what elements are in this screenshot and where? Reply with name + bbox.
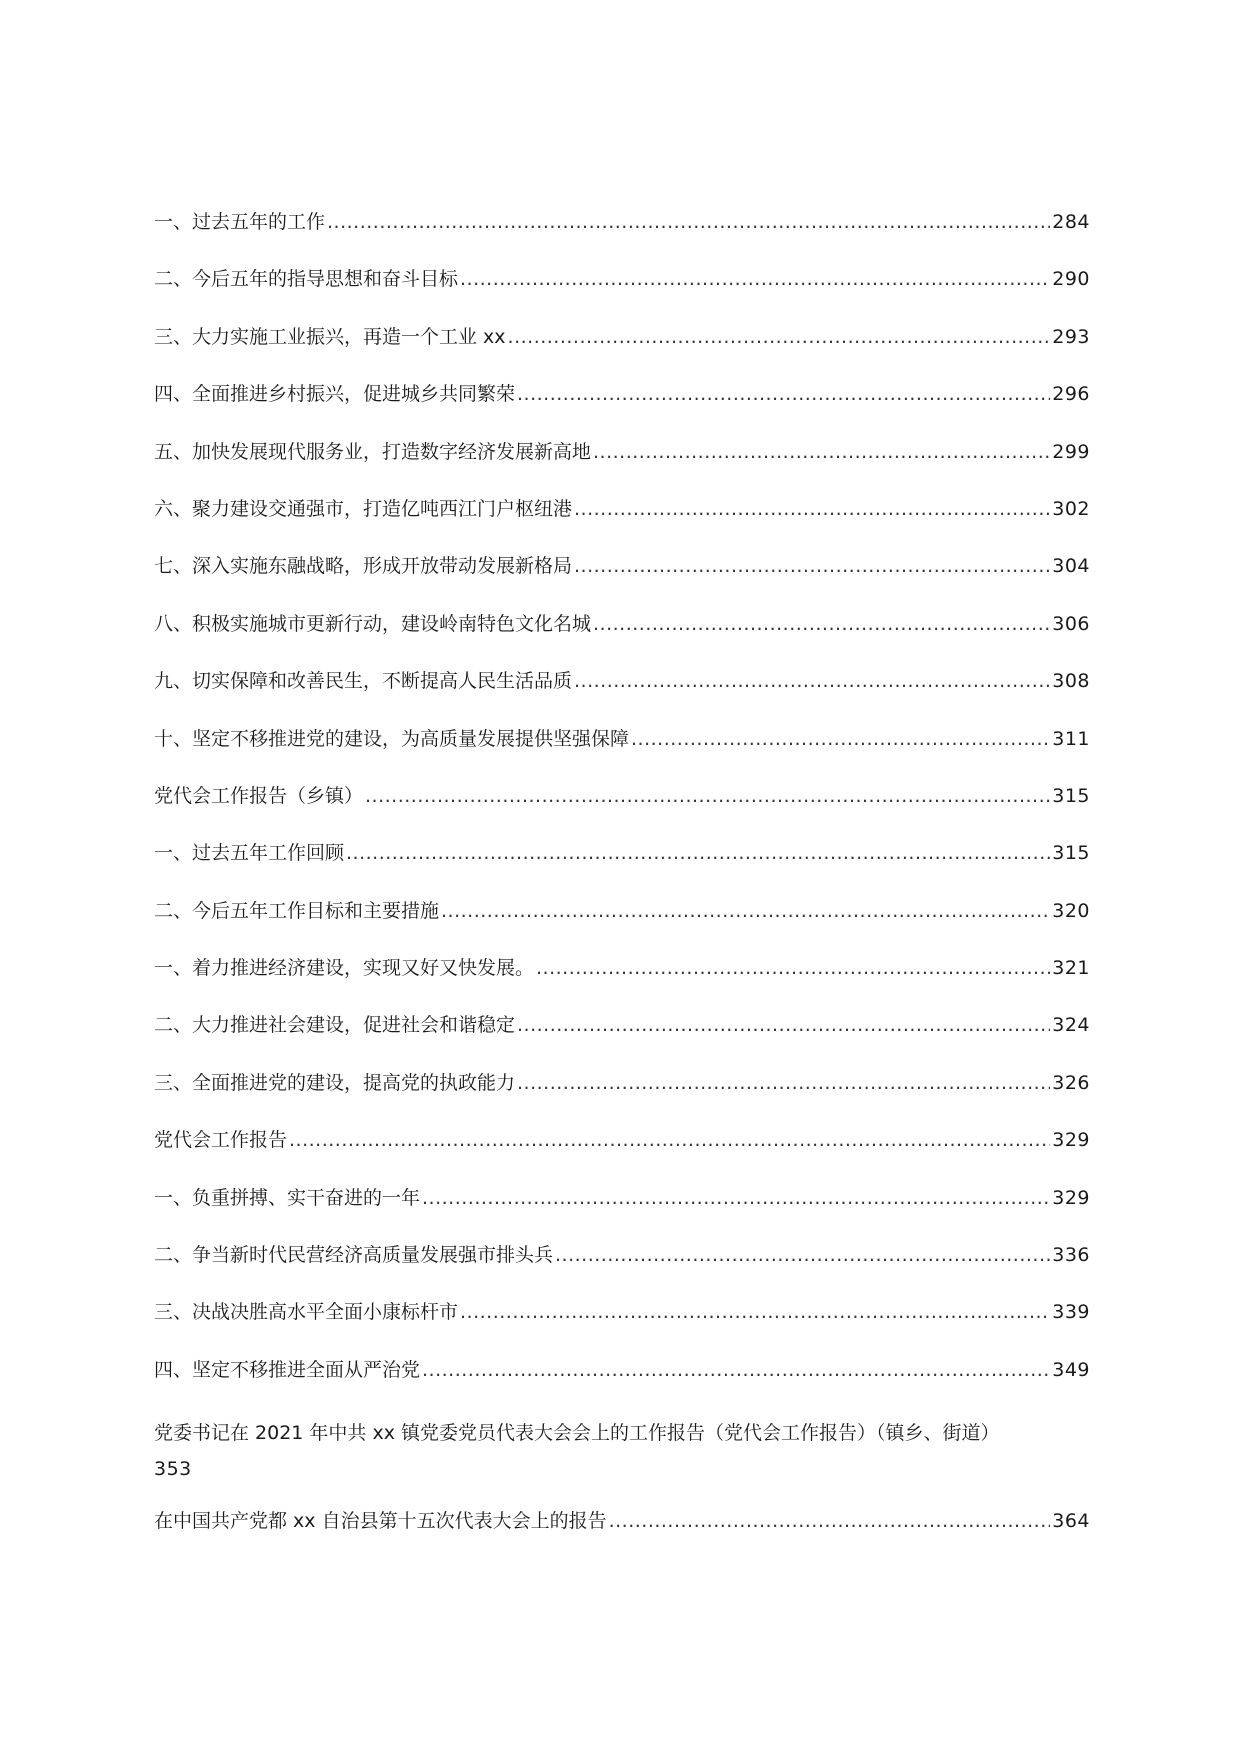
toc-entry-title: 一、着力推进经济建设，实现又好又快发展。 (154, 957, 535, 980)
toc-page-number: 302 (1052, 497, 1090, 520)
toc-dot-leader (593, 440, 1050, 464)
toc-dot-leader (574, 669, 1050, 693)
toc-entry[interactable] (154, 267, 1090, 324)
toc-page-number: 324 (1052, 1014, 1090, 1037)
toc-entry-title: 二、争当新时代民营经济高质量发展强市排头兵 (154, 1244, 554, 1267)
toc-entry[interactable] (154, 612, 1090, 669)
toc-page-number: 308 (1052, 670, 1090, 693)
toc-page-number: 284 (1052, 211, 1090, 233)
toc-entry[interactable] (154, 841, 1090, 898)
toc-entry[interactable] (154, 899, 1090, 956)
toc-dot-leader (609, 1509, 1051, 1533)
toc-page-number: 339 (1052, 1301, 1090, 1324)
toc-dot-leader (555, 1243, 1050, 1267)
toc-entry[interactable] (154, 1071, 1090, 1128)
toc-entry-title: 九、切实保障和改善民生，不断提高人民生活品质 (154, 670, 573, 693)
toc-page-number: 321 (1052, 957, 1090, 980)
toc-entry-title: 党委书记在 2021 年中共 xx 镇党委党员代表大会会上的工作报告（党代会工作报告）（镇乡、街道） (154, 1422, 1000, 1445)
toc-entry[interactable] (154, 554, 1090, 611)
toc-entry-title: 党代会工作报告 (154, 1129, 288, 1152)
toc-dot-leader (517, 1013, 1050, 1037)
toc-entry-title: 二、大力推进社会建设，促进社会和谐稳定 (154, 1014, 516, 1037)
toc-entry-title: 六、聚力建设交通强市，打造亿吨西江门户枢纽港 (154, 497, 573, 520)
toc-page-number: 315 (1052, 784, 1090, 807)
toc-entry-title: 一、过去五年工作回顾 (154, 842, 345, 865)
toc-entry[interactable] (154, 1186, 1090, 1243)
toc-entry-title: 二、今后五年工作目标和主要措施 (154, 899, 440, 922)
toc-entry[interactable] (154, 1013, 1090, 1070)
toc-dot-leader (517, 1071, 1050, 1095)
toc-dot-leader (593, 612, 1050, 636)
toc-entry[interactable] (154, 784, 1090, 841)
toc-dot-leader (441, 899, 1050, 923)
toc-dot-leader (327, 210, 1050, 234)
toc-entry[interactable] (154, 669, 1090, 726)
table-of-contents (154, 210, 1090, 1567)
toc-entry[interactable] (154, 382, 1090, 439)
toc-page-number: 353 (154, 1458, 192, 1481)
toc-dot-leader (422, 1358, 1050, 1382)
toc-dot-leader (289, 1128, 1050, 1152)
toc-entry-title: 二、今后五年的指导思想和奋斗目标 (154, 268, 459, 291)
toc-entry[interactable] (154, 727, 1090, 784)
toc-dot-leader (460, 1300, 1050, 1324)
toc-page-number: 306 (1052, 612, 1090, 635)
toc-dot-leader (460, 267, 1050, 291)
toc-dot-leader (574, 554, 1050, 578)
toc-entry[interactable] (154, 1358, 1090, 1415)
toc-page-number: 336 (1052, 1244, 1090, 1267)
toc-entry[interactable] (154, 1300, 1090, 1357)
toc-dot-leader (574, 497, 1050, 521)
toc-entry[interactable] (154, 497, 1090, 554)
toc-dot-leader (536, 956, 1050, 980)
toc-entry-title: 四、全面推进乡村振兴，促进城乡共同繁荣 (154, 383, 516, 406)
toc-entry-title: 三、全面推进党的建设，提高党的执政能力 (154, 1071, 516, 1094)
toc-entry[interactable] (154, 1243, 1090, 1300)
toc-entry-title: 七、深入实施东融战略，形成开放带动发展新格局 (154, 555, 573, 578)
toc-page-number: 315 (1052, 842, 1090, 865)
toc-page-number: 320 (1052, 899, 1090, 922)
toc-entry-title: 在中国共产党都 xx 自治县第十五次代表大会上的报告 (154, 1510, 607, 1533)
toc-page-number: 349 (1052, 1358, 1090, 1381)
toc-entry[interactable] (154, 956, 1090, 1013)
toc-entry-title: 三、大力实施工业振兴，再造一个工业 xx (154, 325, 506, 348)
toc-entry-title: 四、坚定不移推进全面从严治党 (154, 1358, 421, 1381)
toc-page-number: 299 (1052, 440, 1090, 463)
toc-entry[interactable] (154, 1415, 1090, 1509)
toc-page-number: 311 (1052, 727, 1090, 750)
toc-dot-leader (346, 841, 1050, 865)
toc-page-number: 293 (1052, 325, 1090, 348)
toc-page-number: 329 (1052, 1186, 1090, 1209)
toc-entry-title: 一、负重拼搏、实干奋进的一年 (154, 1186, 421, 1209)
toc-entry-title: 三、决战决胜高水平全面小康标杆市 (154, 1301, 459, 1324)
toc-dot-leader (631, 727, 1050, 751)
toc-entry-title: 十、坚定不移推进党的建设，为高质量发展提供坚强保障 (154, 727, 630, 750)
toc-page-number: 326 (1052, 1071, 1090, 1094)
toc-entry-title: 五、加快发展现代服务业，打造数字经济发展新高地 (154, 440, 592, 463)
toc-entry[interactable] (154, 440, 1090, 497)
toc-dot-leader (365, 784, 1050, 808)
toc-page-number: 364 (1052, 1510, 1090, 1533)
toc-entry[interactable] (154, 1509, 1090, 1566)
toc-dot-leader (422, 1186, 1050, 1210)
toc-entry-title: 八、积极实施城市更新行动，建设岭南特色文化名城 (154, 612, 592, 635)
toc-page-number: 290 (1052, 268, 1090, 291)
toc-entry-title: 一、过去五年的工作 (154, 211, 326, 233)
toc-page-number: 329 (1052, 1129, 1090, 1152)
toc-entry[interactable] (154, 210, 1090, 267)
toc-entry[interactable] (154, 325, 1090, 382)
toc-dot-leader (508, 325, 1051, 349)
toc-entry[interactable] (154, 1128, 1090, 1185)
toc-entry-title: 党代会工作报告（乡镇） (154, 784, 364, 807)
toc-page-number: 304 (1052, 555, 1090, 578)
toc-dot-leader (517, 382, 1050, 406)
toc-page-number: 296 (1052, 383, 1090, 406)
